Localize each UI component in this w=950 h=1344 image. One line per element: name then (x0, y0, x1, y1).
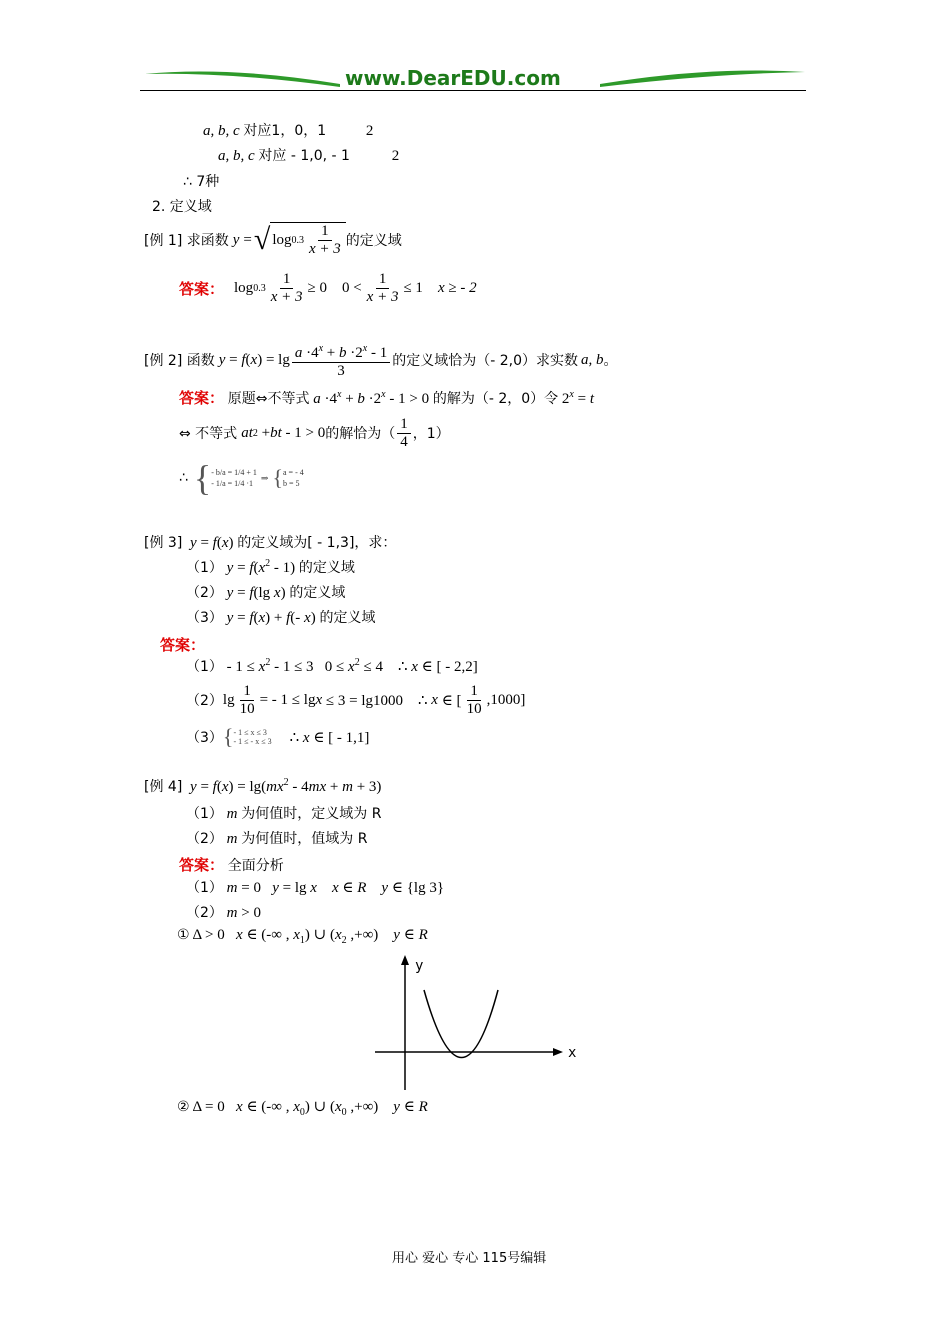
ex2-therefore: ∴ (179, 470, 188, 486)
ex2-system: ∴ { - b/a = 1/4 + 1 - 1/a = 1/4 ·1 ⇒ { a = - 4 b = 5 (179, 458, 304, 498)
abc-conclusion: ∴ 7种 (183, 174, 220, 190)
ex2-answer-mid-2: 的解恰为（ (325, 426, 396, 442)
ex3-q3-text: 的定义域 (319, 610, 376, 626)
ex3-a3-num: （3） (186, 730, 223, 746)
abc-text-2: 对应 - 1,0, - 1 (258, 148, 350, 164)
ex1-question: [例 1] 求函数 y = √ log 0.3 $\frac{1}{x + 3}$ 的定义域 (144, 223, 402, 257)
ex4-q2: （2） m 为何值时，值域为 R (186, 831, 368, 847)
ex3-q2: （2） y = f(lg x) 的定义域 (186, 585, 346, 601)
header-banner (140, 62, 810, 94)
header-rule (140, 90, 806, 91)
ex4-a1-num: （1） (186, 880, 223, 896)
ex3-label: [例 3] (144, 535, 183, 551)
graph-y-arrow-icon (401, 955, 409, 965)
ex4-question: [例 4] $y = f(x) = \lg(mx^2 - 4mx + m + 3)$ (144, 777, 382, 795)
ex2-answer-mid-1: 的解为（- 2，0）令 (432, 391, 559, 407)
graph-y-label: y (415, 958, 424, 974)
ex3-q3-num: （3） (186, 610, 223, 626)
ex2-answer-text-2: ⇔ 不等式 (179, 426, 238, 442)
ex2-answer-line-2: ⇔ 不等式 at 2 + bt - 1 > 0 的解恰为（ $\frac{1}{4}$ ，1） (179, 415, 450, 450)
ex4-a2: （2） m > 0 (186, 905, 261, 921)
ex4-a2-num: （2） (186, 905, 223, 921)
abc-text-1: 对应1，0，1 (243, 123, 327, 139)
abc-num-2: 2 (391, 148, 400, 164)
ex1-label: [例 1] 求函数 (144, 233, 229, 249)
ex1-answer-tail: x ≥ - 2 (437, 279, 477, 296)
section-2-title: 2. 定义域 (152, 199, 212, 215)
ex2-answer-text-1: 原题⇔不等式 (227, 391, 310, 407)
abc-line-2 (218, 145, 399, 165)
ex4-case-2-num: ② (177, 1099, 190, 1115)
ex4-case-1-num: ① (177, 927, 190, 943)
ex2-question: [例 2] 函数 y = f ( x ) = lg $\frac{a \cdot 4^x + b \cdot 2^x - 1}{3}$ 的定义域恰为（- 2,0）求实数 a, b 。 (144, 338, 618, 382)
ex2-answer-line-1: 答案： 原题⇔不等式 $a \cdot 4^x + b \cdot 2^x - 1 > 0$ 的解为（- 2，0）令 $2^x = t$ (179, 389, 595, 407)
ex3-q1: （1） $y = f(x^2 - 1)$ 的定义域 (186, 558, 355, 576)
abc-vars-1: a, b, c (203, 123, 240, 139)
ex3-q1-text: 的定义域 (298, 560, 355, 576)
ex4-answer-label: 答案： (179, 856, 225, 874)
ex4-label: [例 4] (144, 779, 183, 795)
ex1-answer-label: 答案： (179, 279, 225, 298)
ex2-vars: a, b (581, 351, 604, 368)
ex4-q2-text: 为何值时，值域为 R (241, 831, 368, 847)
ex3-text: 的定义域为[ - 1,3]，求： (237, 535, 397, 551)
ex3-question: [例 3] y = f(x) 的定义域为[ - 1,3]，求： (144, 535, 397, 551)
ex3-a1: $(1) - 1 \le x^2 - 1 \le 3$ $0 \le x^2 \le 4$ ∴ x ∈ [ - 2,2] (186, 657, 478, 675)
ex3-q1-num: （1） (186, 560, 223, 576)
ex2-label: [例 2] 函数 (144, 353, 215, 369)
ex2-answer-end-2: ，1） (412, 426, 450, 442)
ex4-q1-text: 为何值时，定义域为 R (241, 806, 382, 822)
abc-vars-2: a, b, c (218, 148, 255, 164)
ex4-case-1: ① Δ > 0 x ∈ (-∞ , $x_1$) ∪ ($x_2$ ,+∞) y ∈ R (177, 927, 428, 946)
parabola-graph (370, 950, 590, 1095)
graph-x-label: x (568, 1045, 577, 1061)
abc-num-1: 2 (365, 123, 374, 139)
ex4-answer-text: 全面分析 (227, 858, 284, 874)
ex4-answer (179, 854, 284, 875)
ex1-suffix: 的定义域 (345, 233, 402, 249)
ex3-q3: （3） y = f(x) + f(- x) 的定义域 (186, 610, 376, 626)
ex4-a1: （1） m = 0 y = lg x x ∈ R y ∈ {lg 3} (186, 880, 445, 896)
graph-parabola-curve (424, 990, 498, 1058)
ex2-suffix: 的定义域恰为（- 2,0）求实数 (392, 353, 578, 369)
ex2-answer-label: 答案： (179, 389, 225, 407)
ex4-case-2: ② Δ = 0 x ∈ (-∞ , $x_0$) ∪ ($x_0$ ,+∞) y ∈ R (177, 1099, 428, 1118)
ex4-q1-num: （1） (186, 806, 223, 822)
site-name: www.DearEDU.com (345, 66, 561, 90)
ex4-q1: （1） m 为何值时，定义域为 R (186, 806, 382, 822)
ex3-answer-label: 答案： (160, 636, 206, 654)
abc-line-1 (203, 120, 373, 140)
page-footer: 用心 爱心 专心 115号编辑 (392, 1251, 547, 1266)
ex3-a2: （2） lg $\frac{1}{10}$ = - 1 ≤ lg x ≤ 3 = lg1000 ∴ x ∈ [ $\frac{1}{10}$ ,1000] (186, 682, 526, 717)
ex3-a3: （3） { - 1 ≤ x ≤ 3 - 1 ≤ - x ≤ 3 ∴ x ∈ [ - 1,1] (186, 724, 370, 749)
ex3-q2-num: （2） (186, 585, 223, 601)
ex3-a1-num: （1） (186, 659, 223, 675)
ex1-answer: 答案： log 0.3 $\frac{1}{x + 3}$ ≥ 0 0 < $\frac{1}{x + 3}$ ≤ 1 x ≥ - 2 (179, 270, 477, 305)
ex4-q2-num: （2） (186, 831, 223, 847)
ex3-a2-num: （2） (186, 693, 223, 709)
graph-x-arrow-icon (553, 1048, 563, 1056)
ex3-q2-text: 的定义域 (289, 585, 346, 601)
ex2-end: 。 (603, 353, 618, 369)
